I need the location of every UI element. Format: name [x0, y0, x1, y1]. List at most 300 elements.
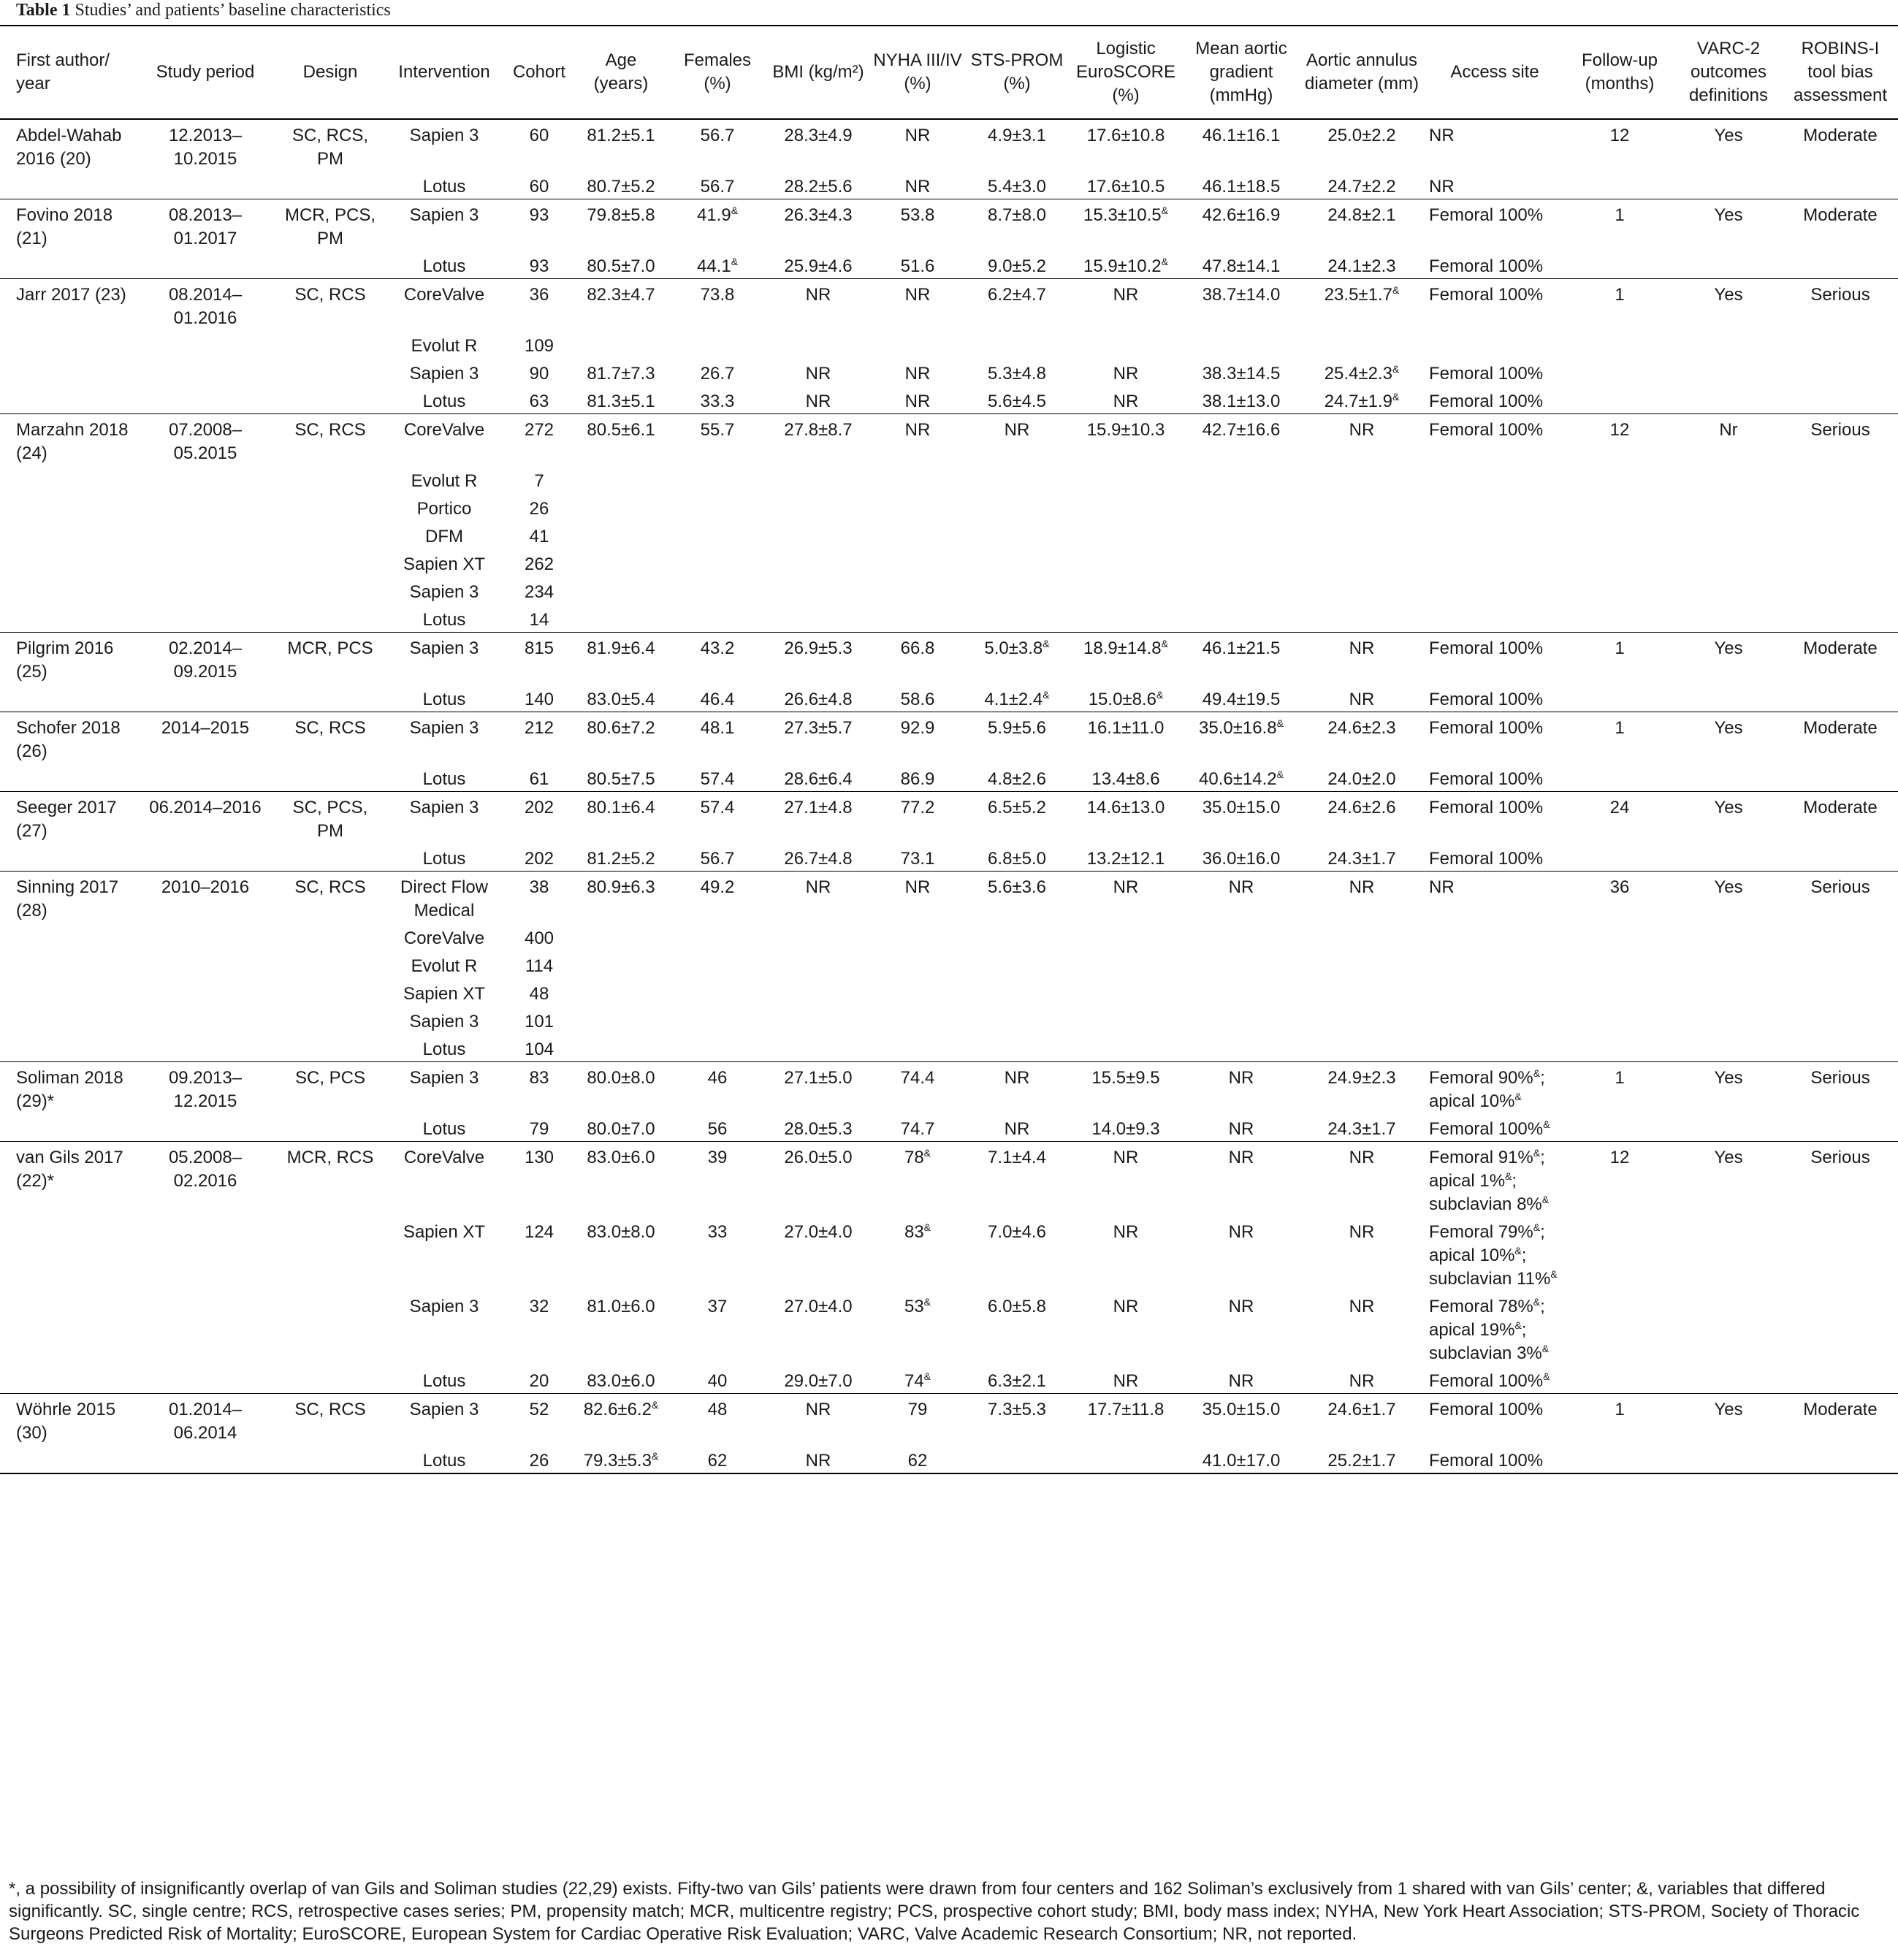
cell-females: 46	[668, 1062, 767, 1114]
cell-females: 46.4	[700, 690, 735, 709]
significance-mark: &	[1392, 284, 1400, 296]
cell-sts: 6.0±5.8	[988, 1297, 1046, 1316]
cell-euroscore: 13.2±12.1	[1086, 849, 1165, 869]
cell-cohort: 234	[524, 582, 554, 602]
cell-author	[0, 549, 134, 576]
cell-age: 81.7±7.3	[587, 364, 655, 384]
cell-annulus: NR	[1299, 1142, 1425, 1217]
cell-access: Femoral 91%&; apical 1%&; subclavian 8%&	[1425, 1142, 1565, 1217]
cell-varc	[1674, 978, 1783, 1006]
cell-followup	[1565, 1291, 1674, 1365]
header-age: Age (years)	[574, 26, 668, 119]
cell-followup	[1565, 684, 1674, 712]
cell-author	[0, 493, 134, 521]
cell-cohort: 32	[529, 1297, 549, 1316]
significance-mark: &	[1533, 1147, 1541, 1159]
cell-nyha	[869, 493, 966, 521]
cell-sts: 5.3±4.8	[988, 364, 1046, 384]
cell-bmi: 26.7±4.8	[784, 849, 853, 869]
cell-bmi: 27.3±5.7	[767, 712, 869, 764]
cell-gradient	[1184, 604, 1299, 633]
cell-period	[134, 978, 276, 1006]
cell-bmi: 27.1±5.0	[767, 1062, 869, 1114]
cell-cohort: 202	[504, 792, 574, 844]
cell-varc	[1674, 330, 1783, 358]
cell-period: 2010–2016	[134, 872, 276, 923]
cell-annulus: 24.1±2.3	[1327, 256, 1396, 276]
cell-intervention: Sapien XT	[403, 1222, 486, 1242]
cell-euroscore	[1068, 521, 1184, 549]
cell-age: 83.0±8.0	[587, 1222, 655, 1242]
cell-bmi: 28.3±4.9	[767, 119, 869, 171]
cell-annulus	[1299, 521, 1425, 549]
cell-nyha: 74&	[904, 1370, 931, 1391]
cell-females: 56.7	[700, 849, 735, 869]
cell-cohort: 104	[524, 1040, 554, 1059]
cell-nyha: 77.2	[869, 792, 966, 844]
cell-intervention: Sapien XT	[403, 984, 486, 1004]
cell-period	[134, 684, 276, 712]
table-row	[0, 872, 1898, 923]
cell-gradient: NR	[1184, 1142, 1299, 1217]
table-row	[0, 1216, 1898, 1291]
significance-mark: &	[1392, 391, 1400, 403]
header-sts: STS-PROM (%)	[966, 26, 1068, 119]
cell-euroscore	[1068, 493, 1184, 521]
cell-gradient	[1184, 330, 1299, 358]
cell-age: 80.5±7.5	[587, 769, 655, 789]
cell-author	[0, 978, 134, 1006]
header-access: Access site	[1425, 26, 1565, 119]
cell-bias: Moderate	[1783, 199, 1898, 251]
cell-euroscore	[1068, 549, 1184, 576]
cell-varc	[1674, 950, 1783, 978]
cell-euroscore: 17.6±10.8	[1068, 119, 1184, 171]
cell-euroscore: 16.1±11.0	[1068, 712, 1184, 764]
cell-varc	[1674, 493, 1783, 521]
cell-varc: Yes	[1674, 1062, 1783, 1114]
cell-period: 01.2014–06.2014	[134, 1394, 276, 1446]
cell-author: Schofer 2018 (26)	[0, 712, 134, 764]
cell-followup	[1565, 465, 1674, 493]
cell-author	[0, 923, 134, 950]
cell-gradient	[1184, 493, 1299, 521]
cell-age: 80.7±5.2	[587, 177, 655, 197]
cell-design	[276, 950, 384, 978]
cell-intervention: Sapien 3	[409, 364, 479, 384]
cell-euroscore: 15.0±8.6&	[1088, 689, 1164, 709]
table-row	[0, 1291, 1898, 1365]
cell-sts: 4.8±2.6	[988, 769, 1046, 789]
significance-mark: &	[1043, 689, 1050, 701]
cell-sts: 7.1±4.4	[966, 1142, 1068, 1217]
cell-sts	[966, 950, 1068, 978]
significance-mark: &	[1514, 1245, 1522, 1257]
cell-age: 80.9±6.3	[574, 872, 668, 923]
cell-annulus: NR	[1349, 690, 1375, 709]
cell-cohort: 7	[534, 471, 544, 491]
cell-nyha: 53.8	[869, 199, 966, 251]
significance-mark: &	[1541, 1343, 1550, 1354]
cell-euroscore: 14.6±13.0	[1068, 792, 1184, 844]
cell-nyha	[869, 604, 966, 633]
cell-access: Femoral 100%	[1429, 256, 1544, 276]
header-bias: ROBINS-I tool bias assessment	[1783, 26, 1898, 119]
cell-nyha	[869, 521, 966, 549]
cell-sts: 5.9±5.6	[966, 712, 1068, 764]
cell-varc	[1674, 521, 1783, 549]
cell-nyha: NR	[869, 119, 966, 171]
cell-cohort: 38	[504, 872, 574, 923]
cell-access: Femoral 78%&; apical 19%&; subclavian 3%&	[1429, 1296, 1550, 1363]
cell-age: 81.2±5.1	[574, 119, 668, 171]
cell-followup	[1565, 843, 1674, 872]
cell-intervention: Lotus	[422, 849, 466, 869]
table-row	[0, 633, 1898, 685]
cell-design: SC, RCS	[276, 279, 384, 331]
cell-design	[276, 1291, 384, 1365]
cell-varc: Yes	[1674, 712, 1783, 764]
cell-bmi: 28.2±5.6	[784, 177, 853, 197]
cell-author	[0, 386, 134, 414]
header-females: Females (%)	[668, 26, 767, 119]
cell-females: 41.9&	[668, 199, 767, 251]
cell-females: 48	[668, 1394, 767, 1446]
cell-gradient	[1184, 521, 1299, 549]
cell-followup: 12	[1565, 414, 1674, 466]
table-footnote: *, a possibility of insignificantly overlap of van Gils and Soliman studies (22,29) exists. Fifty-two van Gils’ patients were drawn from four centers and 162 Soliman’s exclusively from 1 shared with van Gils’ center; &, variables that differed significantly. SC, single centre; RCS, retrospective cases series; PM, propensity match; MCR, multicentre registry; PCS, prospective cohort study; BMI, body mass index; NYHA, New York Heart Association; STS-PROM, Society of Thoracic Surgeons Predicted Risk of Mortality; EuroSCORE, European System for Cardiac Operative Risk Evaluation; VARC, Valve Academic Research Consortium; NR, not reported.	[9, 1879, 1860, 1944]
cell-bmi: NR	[767, 1394, 869, 1446]
cell-bias	[1783, 1365, 1898, 1394]
table-row	[0, 792, 1898, 844]
cell-followup	[1565, 576, 1674, 604]
cell-cohort: 14	[529, 610, 549, 630]
cell-access: NR	[1429, 177, 1455, 197]
cell-bmi	[767, 978, 869, 1006]
cell-author: Soliman 2018 (29)*	[0, 1062, 134, 1114]
cell-access	[1425, 493, 1565, 521]
cell-gradient: NR	[1184, 1062, 1299, 1114]
cell-access	[1425, 521, 1565, 549]
cell-females	[668, 330, 767, 358]
cell-varc: Nr	[1674, 414, 1783, 466]
significance-mark: &	[1392, 363, 1400, 375]
cell-females: 56	[707, 1119, 728, 1139]
cell-period	[134, 358, 276, 386]
cell-bias	[1783, 549, 1898, 576]
cell-bias	[1783, 521, 1898, 549]
cell-gradient: 42.7±16.6	[1184, 414, 1299, 466]
cell-bias: Serious	[1783, 1142, 1898, 1217]
cell-nyha: 58.6	[900, 690, 935, 709]
cell-varc: Yes	[1674, 1142, 1783, 1217]
cell-annulus	[1299, 978, 1425, 1006]
cell-intervention: Sapien XT	[403, 554, 486, 574]
cell-period: 05.2008–02.2016	[134, 1142, 276, 1217]
cell-gradient	[1184, 978, 1299, 1006]
cell-females	[668, 549, 767, 576]
header-design: Design	[276, 26, 384, 119]
table-row	[0, 358, 1898, 386]
significance-mark: &	[1276, 769, 1284, 780]
cell-bmi	[767, 493, 869, 521]
cell-followup: 36	[1565, 872, 1674, 923]
significance-mark: &	[1550, 1268, 1558, 1280]
cell-cohort: 63	[529, 392, 549, 411]
cell-design	[276, 1365, 384, 1394]
cell-bias	[1783, 950, 1898, 978]
cell-females: 57.4	[700, 769, 735, 789]
cell-age: 79.8±5.8	[574, 199, 668, 251]
cell-author	[0, 1034, 134, 1062]
cell-followup	[1565, 358, 1674, 386]
cell-access: Femoral 100%	[1429, 690, 1544, 709]
cell-intervention: Lotus	[422, 769, 466, 789]
cell-nyha	[869, 923, 966, 950]
cell-age	[574, 978, 668, 1006]
cell-cohort: 212	[504, 712, 574, 764]
cell-annulus	[1299, 604, 1425, 633]
significance-mark: &	[1161, 638, 1168, 649]
cell-author	[0, 358, 134, 386]
cell-annulus: 24.6±1.7	[1299, 1394, 1425, 1446]
cell-cohort: 400	[524, 928, 554, 948]
cell-euroscore	[1068, 978, 1184, 1006]
cell-sts: 6.8±5.0	[988, 849, 1046, 869]
cell-gradient: 42.6±16.9	[1184, 199, 1299, 251]
cell-bmi	[767, 604, 869, 633]
cell-sts	[966, 576, 1068, 604]
cell-age: 80.1±6.4	[574, 792, 668, 844]
cell-age	[574, 493, 668, 521]
header-author: First author/ year	[0, 26, 134, 119]
cell-followup	[1565, 1216, 1674, 1291]
cell-varc: Yes	[1674, 792, 1783, 844]
significance-mark: &	[1541, 1194, 1550, 1205]
cell-access	[1425, 1034, 1565, 1062]
cell-period	[134, 1006, 276, 1034]
cell-access	[1425, 465, 1565, 493]
cell-annulus: 25.4±2.3&	[1324, 363, 1400, 384]
cell-followup: 1	[1565, 199, 1674, 251]
cell-design	[276, 251, 384, 279]
table-row	[0, 1142, 1898, 1217]
cell-annulus: 24.6±2.6	[1299, 792, 1425, 844]
cell-sts	[966, 923, 1068, 950]
cell-access	[1425, 330, 1565, 358]
cell-gradient: 35.0±16.8&	[1184, 712, 1299, 764]
cell-access: Femoral 100%	[1425, 279, 1565, 331]
cell-euroscore: NR	[1068, 1142, 1184, 1217]
cell-sts: 7.0±4.6	[988, 1222, 1046, 1242]
cell-nyha	[869, 330, 966, 358]
header-varc: VARC-2 outcomes definitions	[1674, 26, 1783, 119]
cell-sts: 6.3±2.1	[988, 1371, 1046, 1391]
characteristics-table-container	[0, 25, 1898, 1474]
cell-followup	[1565, 1113, 1674, 1142]
cell-bias	[1783, 684, 1898, 712]
cell-annulus	[1299, 576, 1425, 604]
cell-intervention: Sapien 3	[409, 582, 479, 602]
cell-followup	[1565, 763, 1674, 792]
cell-varc	[1674, 1113, 1783, 1142]
cell-intervention: Sapien 3	[384, 199, 504, 251]
cell-period: 08.2014–01.2016	[134, 279, 276, 331]
cell-author	[0, 1006, 134, 1034]
cell-intervention: CoreValve	[384, 1142, 504, 1217]
cell-nyha: 73.1	[900, 849, 935, 869]
cell-cohort: 79	[529, 1119, 549, 1139]
cell-age	[574, 521, 668, 549]
cell-gradient: 41.0±17.0	[1184, 1445, 1299, 1473]
cell-annulus: NR	[1349, 1222, 1375, 1242]
cell-age: 81.2±5.2	[587, 849, 655, 869]
cell-cohort: 93	[504, 199, 574, 251]
cell-cohort: 124	[524, 1222, 554, 1242]
cell-bmi	[767, 923, 869, 950]
cell-sts: 5.6±3.6	[966, 872, 1068, 923]
cell-bias: Serious	[1783, 279, 1898, 331]
cell-annulus	[1299, 549, 1425, 576]
cell-cohort: 202	[524, 849, 554, 869]
cell-varc	[1674, 358, 1783, 386]
cell-access: Femoral 100%	[1425, 712, 1565, 764]
cell-cohort: 41	[529, 527, 549, 546]
cell-age: 81.9±6.4	[574, 633, 668, 685]
cell-annulus: NR	[1299, 414, 1425, 466]
cell-cohort: 52	[504, 1394, 574, 1446]
cell-age: 80.0±7.0	[587, 1119, 655, 1139]
cell-sts: 7.3±5.3	[966, 1394, 1068, 1446]
cell-varc: Yes	[1674, 119, 1783, 171]
cell-design	[276, 493, 384, 521]
table-row	[0, 1062, 1898, 1114]
cell-females	[668, 576, 767, 604]
cell-nyha: 74.7	[900, 1119, 935, 1139]
table-row	[0, 465, 1898, 493]
cell-annulus: 24.7±2.2	[1327, 177, 1396, 197]
cell-gradient: NR	[1184, 872, 1299, 923]
cell-followup: 1	[1565, 279, 1674, 331]
cell-varc	[1674, 1216, 1783, 1291]
cell-nyha: 74.4	[869, 1062, 966, 1114]
cell-cohort: 60	[529, 177, 549, 197]
cell-annulus: 25.2±1.7	[1299, 1445, 1425, 1473]
cell-nyha: 92.9	[869, 712, 966, 764]
cell-annulus	[1299, 330, 1425, 358]
cell-age: 82.3±4.7	[574, 279, 668, 331]
cell-author	[0, 604, 134, 633]
header-intervention: Intervention	[384, 26, 504, 119]
cell-design	[276, 521, 384, 549]
cell-gradient: 46.1±18.5	[1202, 177, 1281, 197]
cell-females: 43.2	[668, 633, 767, 685]
cell-euroscore: 17.7±11.8	[1068, 1394, 1184, 1446]
cell-cohort: 109	[524, 336, 554, 356]
cell-bmi: NR	[767, 1445, 869, 1473]
cell-bmi: 26.6±4.8	[784, 690, 853, 709]
table-row	[0, 549, 1898, 576]
significance-mark: &	[1543, 1118, 1550, 1130]
significance-mark: &	[1533, 1296, 1541, 1308]
cell-gradient: 35.0±15.0	[1184, 792, 1299, 844]
cell-intervention: Sapien 3	[384, 792, 504, 844]
cell-author	[0, 171, 134, 199]
cell-bmi	[767, 549, 869, 576]
header-annulus: Aortic annulus diameter (mm)	[1299, 26, 1425, 119]
cell-intervention: Sapien 3	[384, 633, 504, 685]
cell-bmi	[767, 1006, 869, 1034]
cell-followup	[1565, 549, 1674, 576]
cell-age	[574, 1034, 668, 1062]
cell-design	[276, 843, 384, 872]
cell-design	[276, 978, 384, 1006]
cell-access: Femoral 100%	[1425, 633, 1565, 685]
cell-age	[574, 950, 668, 978]
cell-euroscore: 14.0±9.3	[1091, 1119, 1160, 1139]
cell-bmi: 27.8±8.7	[767, 414, 869, 466]
cell-euroscore: NR	[1113, 1371, 1139, 1391]
cell-euroscore	[1068, 576, 1184, 604]
cell-gradient	[1184, 549, 1299, 576]
cell-gradient: NR	[1228, 1297, 1254, 1316]
cell-period: 06.2014–2016	[134, 792, 276, 844]
cell-gradient: 36.0±16.0	[1202, 849, 1281, 869]
cell-euroscore: NR	[1113, 364, 1139, 384]
cell-gradient: 35.0±15.0	[1184, 1394, 1299, 1446]
header-period: Study period	[134, 26, 276, 119]
cell-bias	[1783, 386, 1898, 414]
cell-euroscore: NR	[1113, 1222, 1139, 1242]
cell-euroscore: 18.9±14.8&	[1068, 633, 1184, 685]
cell-period	[134, 950, 276, 978]
cell-age: 83.0±5.4	[587, 690, 655, 709]
cell-design	[276, 684, 384, 712]
cell-varc	[1674, 1006, 1783, 1034]
cell-bias: Serious	[1783, 1062, 1898, 1114]
header-gradient: Mean aortic gradient (mmHg)	[1184, 26, 1299, 119]
table-row	[0, 1006, 1898, 1034]
cell-followup	[1565, 251, 1674, 279]
cell-followup	[1565, 923, 1674, 950]
significance-mark: &	[923, 1221, 931, 1233]
cell-females: 37	[707, 1297, 728, 1316]
cell-access: Femoral 100%	[1425, 1445, 1565, 1473]
cell-age	[574, 330, 668, 358]
header-row	[0, 26, 1898, 119]
cell-females: 73.8	[668, 279, 767, 331]
cell-access: Femoral 100%	[1429, 364, 1544, 384]
cell-annulus: NR	[1299, 872, 1425, 923]
characteristics-table	[0, 25, 1898, 1474]
cell-gradient: NR	[1228, 1119, 1254, 1139]
cell-intervention: Lotus	[422, 1119, 466, 1139]
table-body	[0, 119, 1898, 1473]
cell-design	[276, 465, 384, 493]
cell-euroscore	[1068, 1006, 1184, 1034]
cell-nyha: NR	[869, 279, 966, 331]
cell-author	[0, 843, 134, 872]
cell-nyha: 83&	[904, 1221, 931, 1242]
cell-period	[134, 251, 276, 279]
cell-varc	[1674, 604, 1783, 633]
cell-bias	[1783, 358, 1898, 386]
cell-bias	[1783, 763, 1898, 792]
cell-bmi: 26.3±4.3	[767, 199, 869, 251]
cell-bias: Moderate	[1783, 792, 1898, 844]
cell-design: SC, RCS	[276, 414, 384, 466]
cell-period: 2014–2015	[134, 712, 276, 764]
